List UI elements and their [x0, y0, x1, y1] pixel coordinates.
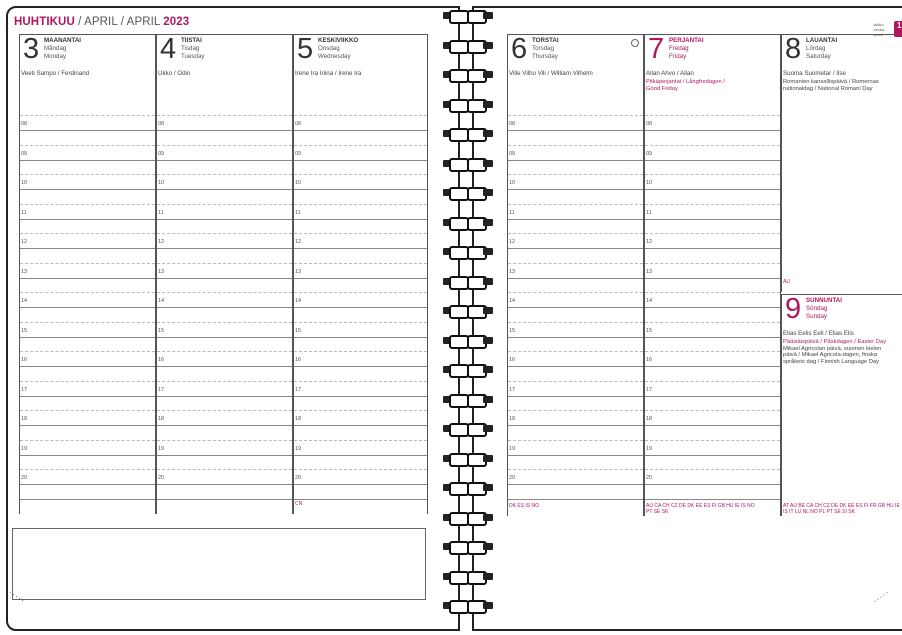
hour-label: 14 [646, 298, 653, 304]
spiral-ring [443, 541, 493, 553]
half-hour-line [294, 351, 427, 352]
hour-label: 19 [295, 445, 302, 452]
hour-label: 16 [646, 357, 653, 363]
half-hour-line [645, 233, 780, 234]
hour-label: 15 [509, 327, 516, 334]
spiral-ring [443, 571, 493, 583]
hour-line [508, 484, 643, 485]
half-hour-line [645, 410, 780, 411]
hour-line [294, 219, 427, 220]
half-hour-line [294, 381, 427, 382]
hour-label: 17 [509, 386, 516, 393]
hour-label: 11 [295, 209, 301, 216]
hour-label: 18 [158, 416, 165, 422]
name-day: Veeti Sampo / Ferdinand [21, 70, 90, 77]
half-hour-line [294, 233, 427, 234]
hour-label: 10 [509, 180, 516, 186]
hour-line [157, 425, 292, 426]
hour-label: 13 [646, 268, 653, 275]
week-label: viikko vecka week [873, 22, 884, 37]
half-hour-line [645, 292, 780, 293]
hour-line [20, 499, 155, 500]
hour-line [157, 337, 292, 338]
country-codes: DK ES IS NO [509, 503, 540, 509]
spiral-ring [443, 128, 493, 140]
day-number: 6 [511, 33, 528, 65]
hour-line [20, 278, 155, 279]
half-hour-line [645, 381, 780, 382]
day-column-3[interactable] [19, 34, 156, 514]
day-number: 9 [785, 293, 802, 325]
hour-label: 08 [509, 121, 516, 127]
day-number: 7 [648, 33, 665, 65]
half-hour-line [294, 410, 427, 411]
country-codes: AT AU BE CA CH CZ DE DK EE ES FI FR GB HU IE [783, 503, 900, 509]
half-hour-line [157, 292, 292, 293]
hour-label: 11 [509, 209, 515, 216]
spiral-ring [443, 217, 493, 229]
half-hour-line [645, 204, 780, 205]
day-name: MAANANTAI Måndag Monday [44, 37, 82, 60]
half-hour-line [508, 115, 643, 116]
hour-line [294, 484, 427, 485]
half-hour-line [508, 263, 643, 264]
half-hour-line [20, 233, 155, 234]
hour-line [157, 248, 292, 249]
hour-line [294, 396, 427, 397]
hour-label: 13 [295, 268, 302, 275]
holiday-text: Pitkäperjantai / Långfredagen / [646, 79, 725, 85]
hour-line [20, 219, 155, 220]
hour-label: 16 [158, 357, 165, 363]
day-name: KESKIVIIKKO Onsdag Wednesday [318, 37, 359, 60]
hour-line [508, 366, 643, 367]
half-hour-line [20, 351, 155, 352]
hour-line [157, 366, 292, 367]
hour-line [157, 278, 292, 279]
hour-label: 12 [21, 239, 28, 245]
month-header: HUHTIKUU / APRIL / APRIL 2023 [14, 16, 190, 28]
hour-label: 20 [509, 475, 516, 481]
hour-label: 18 [295, 416, 302, 422]
day-column-9[interactable] [781, 294, 902, 516]
half-hour-line [157, 174, 292, 175]
spiral-ring [443, 187, 493, 199]
spiral-ring [443, 364, 493, 376]
hour-line [157, 396, 292, 397]
spiral-ring [443, 158, 493, 170]
half-hour-line [157, 410, 292, 411]
hour-label: 09 [158, 150, 165, 157]
hour-label: 09 [646, 150, 653, 157]
hour-label: 14 [509, 298, 516, 304]
hour-line [508, 337, 643, 338]
half-hour-line [20, 204, 155, 205]
half-hour-line [20, 292, 155, 293]
hour-label: 18 [509, 416, 516, 422]
half-hour-line [645, 469, 780, 470]
hour-label: 17 [158, 386, 165, 393]
hour-line [20, 396, 155, 397]
hour-line [508, 160, 643, 161]
hour-label: 17 [21, 386, 28, 393]
hour-line [645, 396, 780, 397]
half-hour-line [157, 322, 292, 323]
hour-line [645, 130, 780, 131]
spiral-ring [443, 276, 493, 288]
half-hour-line [157, 469, 292, 470]
half-hour-line [508, 174, 643, 175]
hour-label: 10 [21, 180, 28, 186]
hour-line [508, 307, 643, 308]
note-text: päivä / Mikael Agricola-dagen, finska [783, 352, 878, 358]
hour-line [157, 160, 292, 161]
half-hour-line [645, 174, 780, 175]
half-hour-line [645, 351, 780, 352]
half-hour-line [294, 469, 427, 470]
hour-label: 19 [509, 445, 516, 452]
hour-line [508, 499, 643, 500]
spiral-ring [443, 394, 493, 406]
hour-line [645, 366, 780, 367]
half-hour-line [20, 115, 155, 116]
half-hour-line [508, 233, 643, 234]
country-codes: AU CA CH CZ DE DK EE ES FI GB HU IE IS NO [646, 503, 755, 509]
hour-line [157, 499, 292, 500]
hour-line [20, 189, 155, 190]
half-hour-line [294, 292, 427, 293]
half-hour-line [20, 263, 155, 264]
hour-label: 13 [509, 268, 516, 275]
hour-label: 12 [158, 239, 165, 245]
hour-line [645, 160, 780, 161]
name-day: Irene Ira Iriina / Irene Ira [295, 70, 362, 77]
half-hour-line [508, 292, 643, 293]
half-hour-line [157, 204, 292, 205]
half-hour-line [294, 204, 427, 205]
moon-phase-icon [631, 39, 639, 47]
half-hour-line [157, 381, 292, 382]
country-codes: IS IT LU NL NO PL PT SE SI SK [783, 509, 855, 515]
half-hour-line [157, 115, 292, 116]
hour-line [157, 189, 292, 190]
hour-label: 14 [158, 298, 165, 304]
hour-label: 10 [158, 180, 165, 186]
half-hour-line [157, 263, 292, 264]
hour-label: 14 [295, 298, 302, 304]
hour-line [294, 248, 427, 249]
hour-line [508, 278, 643, 279]
half-hour-line [294, 322, 427, 323]
hour-label: 20 [158, 475, 165, 481]
hour-label: 08 [158, 121, 165, 127]
spiral-ring [443, 69, 493, 81]
hour-label: 20 [295, 475, 302, 481]
spiral-ring [443, 512, 493, 524]
day-number: 5 [297, 33, 314, 65]
day-number: 4 [160, 33, 177, 65]
half-hour-line [508, 351, 643, 352]
hour-label: 16 [295, 357, 302, 363]
day-name: TIISTAI Tisdag Tuesday [181, 37, 205, 60]
hour-label: 08 [295, 121, 302, 127]
half-hour-line [294, 115, 427, 116]
half-hour-line [20, 174, 155, 175]
hour-label: 11 [158, 209, 164, 216]
hour-line [20, 484, 155, 485]
hour-label: 15 [21, 327, 28, 334]
hour-line [20, 307, 155, 308]
day-name: SUNNUNTAI Söndag Sunday [806, 297, 842, 320]
hour-label: 15 [158, 327, 165, 334]
hour-line [294, 307, 427, 308]
hour-line [20, 160, 155, 161]
note-text: nationaldag / National Romani Day [783, 85, 873, 92]
spiral-ring [443, 335, 493, 347]
spiral-ring [443, 99, 493, 111]
hour-line [20, 425, 155, 426]
hour-label: 13 [158, 268, 165, 275]
spiral-ring [443, 453, 493, 465]
spiral-ring [443, 10, 493, 22]
half-hour-line [157, 440, 292, 441]
hour-label: 16 [509, 357, 516, 363]
hour-line [645, 455, 780, 456]
half-hour-line [157, 351, 292, 352]
hour-label: 09 [295, 150, 302, 157]
hour-line [157, 484, 292, 485]
hour-line [294, 425, 427, 426]
half-hour-line [645, 115, 780, 116]
half-hour-line [508, 381, 643, 382]
half-hour-line [294, 263, 427, 264]
half-hour-line [508, 204, 643, 205]
hour-label: 08 [21, 121, 28, 127]
half-hour-line [508, 145, 643, 146]
day-column-4[interactable] [156, 34, 293, 514]
hour-line [294, 130, 427, 131]
hour-line [20, 455, 155, 456]
half-hour-line [508, 469, 643, 470]
half-hour-line [20, 410, 155, 411]
hour-label: 17 [295, 386, 302, 393]
spiral-ring [443, 305, 493, 317]
hour-line [20, 130, 155, 131]
half-hour-line [645, 440, 780, 441]
corner-dots-right: ····· [871, 587, 892, 606]
hour-label: 12 [646, 239, 653, 245]
hour-label: 18 [646, 416, 653, 422]
hour-line [157, 219, 292, 220]
day-name: LAUANTAI Lördag Saturday [806, 37, 838, 60]
hour-line [645, 425, 780, 426]
hour-line [645, 278, 780, 279]
hour-label: 15 [295, 327, 302, 334]
half-hour-line [294, 145, 427, 146]
hour-label: 14 [21, 298, 28, 304]
hour-line [157, 307, 292, 308]
notes-box[interactable] [12, 528, 426, 600]
half-hour-line [645, 322, 780, 323]
hour-line [645, 189, 780, 190]
hour-line [645, 484, 780, 485]
hour-line [508, 248, 643, 249]
name-day: Ukko / Odin [158, 70, 191, 77]
half-hour-line [20, 381, 155, 382]
note-text: Romanien kansallispäivä / Romernas [783, 79, 879, 85]
hour-line [645, 307, 780, 308]
hour-line [508, 396, 643, 397]
hour-line [157, 130, 292, 131]
hour-line [294, 189, 427, 190]
spiral-ring [443, 246, 493, 258]
hour-label: 10 [646, 180, 653, 186]
half-hour-line [645, 263, 780, 264]
day-column-8[interactable] [781, 34, 902, 292]
hour-line [508, 219, 643, 220]
day-number: 8 [785, 33, 802, 65]
note-text: språkets dag / Finnish Language Day [783, 358, 880, 365]
hour-label: 17 [646, 386, 653, 393]
hour-line [294, 278, 427, 279]
hour-label: 20 [21, 475, 28, 481]
name-day: Allan Ahvo / Allan [646, 70, 694, 77]
hour-label: 15 [646, 327, 653, 334]
half-hour-line [508, 322, 643, 323]
hour-line [645, 337, 780, 338]
corner-dots-left: ····· [7, 587, 28, 606]
hour-label: 12 [295, 239, 302, 245]
spiral-ring [443, 482, 493, 494]
half-hour-line [508, 440, 643, 441]
country-codes: AU [783, 279, 790, 285]
day-name: PERJANTAI Fredag Friday [669, 37, 704, 60]
hour-line [294, 160, 427, 161]
hour-line [508, 425, 643, 426]
holiday-text: Good Friday [646, 85, 678, 92]
day-name: TORSTAI Torsdag Thursday [532, 37, 559, 60]
half-hour-line [294, 440, 427, 441]
hour-label: 11 [21, 209, 27, 216]
hour-line [20, 366, 155, 367]
hour-line [20, 337, 155, 338]
hour-label: 10 [295, 180, 302, 186]
note-text: Mikael Agricolan päivä, suomen kielen [783, 345, 882, 352]
spiral-ring [443, 423, 493, 435]
day-number: 3 [23, 33, 40, 65]
half-hour-line [20, 322, 155, 323]
holiday-text: Pääsiäispäivä / Påskdagen / Easter Day [783, 339, 887, 345]
half-hour-line [294, 174, 427, 175]
half-hour-line [20, 145, 155, 146]
hour-line [294, 366, 427, 367]
hour-line [294, 455, 427, 456]
hour-label: 12 [509, 239, 516, 245]
hour-line [508, 130, 643, 131]
hour-line [294, 499, 427, 500]
half-hour-line [20, 469, 155, 470]
hour-label: 16 [21, 357, 28, 363]
day-column-6[interactable] [507, 34, 644, 516]
half-hour-line [645, 145, 780, 146]
half-hour-line [508, 410, 643, 411]
day-column-7[interactable] [644, 34, 781, 516]
name-day: Ville Vilho Vili / William Vilhelm [509, 70, 593, 77]
name-day: Suoma Suometar / Ilse [783, 70, 846, 77]
half-hour-line [157, 233, 292, 234]
spiral-ring [443, 600, 493, 612]
hour-line [157, 455, 292, 456]
country-codes: PT SE SK [646, 509, 669, 515]
hour-line [508, 189, 643, 190]
country-codes: CN [295, 501, 303, 507]
hour-label: 09 [509, 150, 516, 157]
hour-label: 13 [21, 268, 28, 275]
hour-line [294, 337, 427, 338]
hour-line [645, 499, 780, 500]
week-number-tab: 1 [894, 21, 902, 37]
hour-label: 08 [646, 121, 653, 127]
hour-label: 19 [646, 445, 653, 452]
hour-label: 18 [21, 416, 28, 422]
hour-line [20, 248, 155, 249]
name-day: Elias Eelis Eeli / Elias Elis [783, 330, 854, 337]
hour-label: 19 [21, 445, 28, 452]
hour-label: 19 [158, 445, 165, 452]
hour-label: 20 [646, 475, 653, 481]
spiral-ring [443, 40, 493, 52]
half-hour-line [20, 440, 155, 441]
hour-line [508, 455, 643, 456]
hour-label: 11 [646, 209, 652, 216]
hour-line [645, 248, 780, 249]
half-hour-line [157, 145, 292, 146]
day-column-5[interactable] [293, 34, 428, 514]
hour-line [645, 219, 780, 220]
hour-label: 09 [21, 150, 28, 157]
